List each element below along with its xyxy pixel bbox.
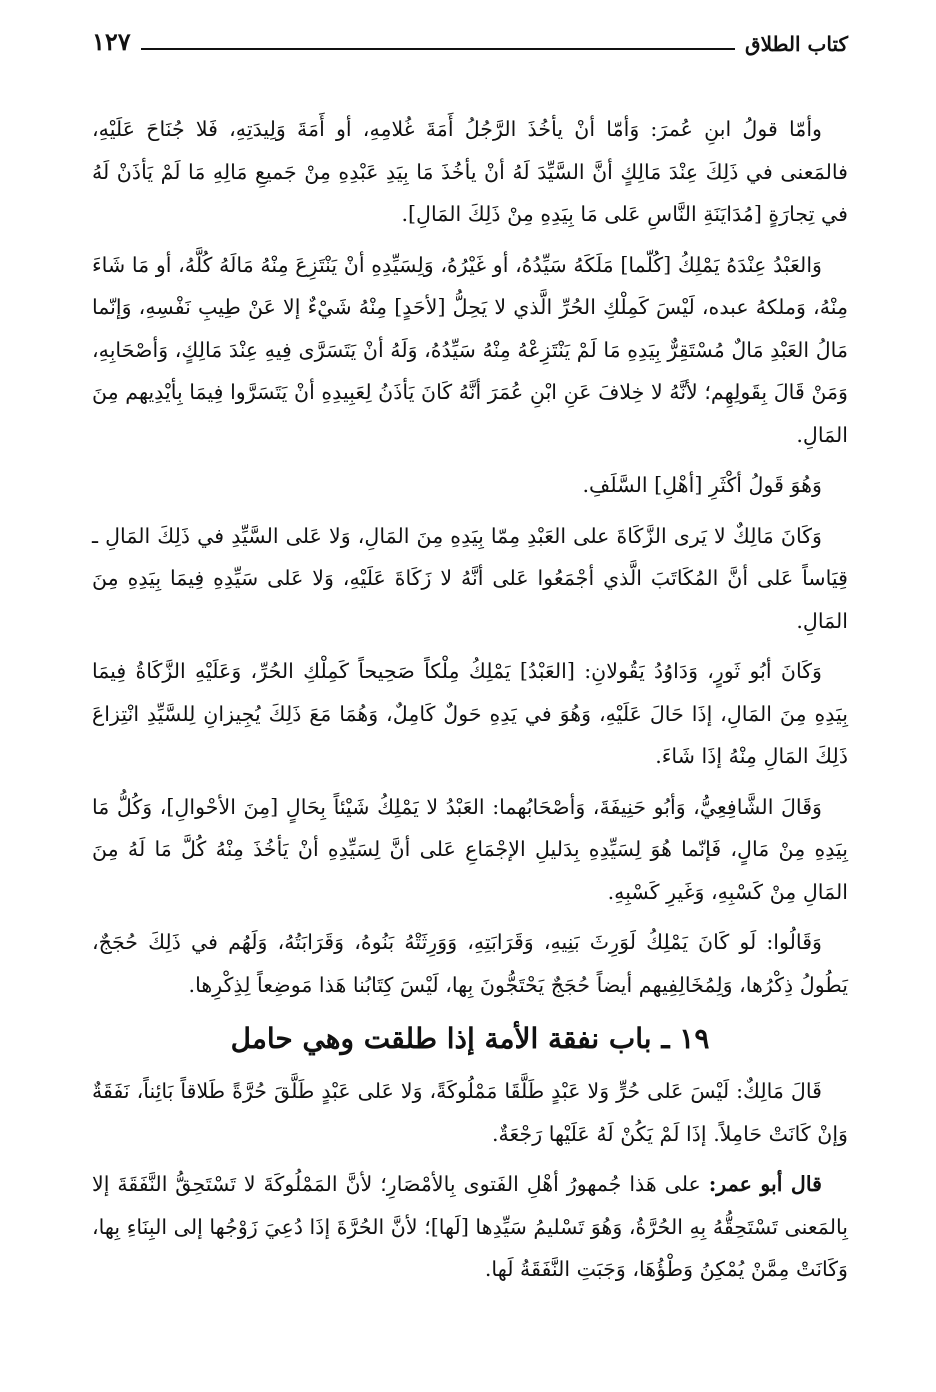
paragraph: وأمّا قولُ ابنِ عُمرَ: وَأمّا أنْ يأخُذَ الرَّجُلُ أَمَةَ غُلامِهِ، أو أَمَةَ وَلِيدَتِهِ، فَلا جُنَاحَ عَلَيْهِ، فالمَعنى في ذَلِكَ عِنْدَ مَالِكٍ أنَّ السَّيِّدَ لَهُ أنْ يأخُذَ مَا بِيَدِ عَبْدِهِ مِنْ جَميعِ مَالِهِ مَا لَمْ يَأذَنْ لَهُ في تِجارَةٍ [مُدَايَنَةِ النَّاسِ عَلى مَا بِيَدِهِ مِنْ ذَلِكَ المَالِ].: [92, 117, 848, 226]
chapter-paragraph: [92, 1163, 848, 1291]
paragraph: وَقَالَ الشَّافِعِيُّ، وَأبُو حَنِيفَةَ، وَأصْحَابُهما: العَبْدُ لا يَمْلِكُ شَيْئاً بِحَالٍ [مِنَ الأحْوالِ]، وَكُلُّ مَا بِيَدِهِ مِنْ مَالٍ، فَإنّما هُوَ لِسَيِّدِهِ بِدَليلِ الإجْمَاعِ عَلى أنَّ لِسَيِّدِهِ أنْ يَأخُذَ مِنْهُ كُلَّ مَا لَهُ مِنَ المَالِ مِنْ كَسْبِهِ، وَغَيرِ كَسْبِهِ.: [92, 794, 848, 904]
paragraph-text: قَالَ مَالِكٌ: لَيْسَ عَلى حُرٍّ وَلا عَبْدٍ طَلَّقَا مَمْلُوكَةً، وَلا عَلى عَبْدٍ طَلَّقَ حُرَّةً طَلاقاً بَائِناً، نَفَقَةٌ وَإنْ كَانَتْ حَامِلاً. إذَا لَمْ يَكُنْ لَهُ عَلَيْها رَجْعَةٌ.: [92, 1079, 848, 1146]
header-rule: [141, 48, 735, 50]
page-body: [92, 108, 848, 1291]
paragraph: وَهُوَ قَولُ أكْثَرِ [أهْلِ] السَّلَفِ.: [582, 473, 822, 497]
paragraph: وَكَانَ أبُو ثَورٍ، وَدَاوُدُ يَقُولانِ: [العَبْدُ] يَمْلِكُ مِلْكاً صَحِيحاً كَمِلْكِ الحُرِّ، وَعَلَيْهِ الزَّكَاةُ فِيمَا بِيَدِهِ مِنَ المَالِ، إذَا حَالَ عَلَيْهِ، وَهُوَ في يَدِهِ حَولٌ كَامِلٌ، وَهُمَا مَعَ ذَلِكَ يُجِيزانِ لِلسَّيِّدِ انْتِزاعَ ذَلِكَ المَالِ مِنْهُ إذَا شَاءَ.: [92, 659, 848, 768]
paragraph: وَالعَبْدُ عِنْدَهُ يَمْلِكُ [كُلّما] مَلَكَهُ سَيِّدُهُ، أو غَيْرُهُ، وَلِسَيِّدِهِ أنْ يَنْتَزِعَ مِنْهُ مَالَهُ كُلَّهُ، أو مَا شَاءَ مِنْهُ، وَملكهُ عبده، لَيْسَ كَمِلْكِ الحُرِّ الَّذي لا يَحِلُّ [لأحَدٍ] مِنْهُ شَيْءٌ إلا عَنْ طِيبِ نَفْسِهِ، وَإنّما مَالُ العَبْدِ مَالٌ مُسْتَقِرٌّ بِيَدِهِ مَا لَمْ يَنْتَزِعْهُ مِنْهُ سَيِّدُهُ، وَلَهُ أنْ يَتَسَرَّى فِيهِ عِنْدَ مَالِكٍ، وَأصْحَابِهِ، وَمَنْ قَالَ بِقَولِهِم؛ لأنَّهُ لا خِلافَ عَنِ ابْنِ عُمَرَ أنَّهُ كَانَ يَأذَنُ لِعَبِيدِهِ أنْ يَتَسَرَّوا فِيمَا بِأيْدِيهم مِنَ المَالِ.: [92, 252, 848, 447]
paragraph: وَقَالُوا: لَو كَانَ يَمْلِكُ لَوَرِثَ بَنِيهِ، وَقَرَابَتِهِ، وَوَرِثَتْهُ بَنُوهُ، وَقَرَابَتُهُ، وَلَهُم في ذَلِكَ حُجَجٌ، يَطُولُ ذِكْرُها، وَلِمُخَالِفِيهم أيضاً حُجَجٌ يَحْتَجُّونَ بِها، لَيْسَ كِتَابُنا هَذا مَوضِعاً لِذِكْرِها.: [92, 930, 848, 997]
running-head: [92, 20, 848, 56]
chapter-paragraph: [92, 1070, 848, 1155]
page-number: ١٢٧: [92, 27, 131, 56]
chapter-heading: ١٩ ـ باب نفقة الأمة إذا طلقت وهي حامل: [230, 1022, 710, 1055]
book-title: كتاب الطلاق: [745, 32, 848, 56]
paragraph: وَكَانَ مَالِكٌ لا يَرى الزَّكَاةَ على العَبْدِ مِمّا بِيَدِهِ مِنَ المَالِ، وَلا عَلى السَّيِّدِ في ذَلِكَ المَالِ ـ قِيَاساً عَلى أنَّ المُكَاتَبَ الَّذي أجْمَعُوا عَلى أنَّهُ لا زَكَاةَ عَلَيْهِ، وَلا عَلى سَيِّدِهِ فِيمَا بِيَدِهِ مِنَ المَالِ.: [92, 523, 848, 633]
paragraph-lead: قال أبو عمر:: [708, 1172, 822, 1196]
paragraph-text: على هَذا جُمهورُ أهْلِ الفَتوى بِالأمْصَارِ؛ لأنَّ المَمْلُوكَةَ لا تَسْتَحِقُّ النَّفَقَةَ إلا بِالمَعنى تَسْتَحِقُّهُ بِهِ الحُرَّةُ، وَهُوَ تَسْليمُ سَيِّدِها [لَها]؛ لأنَّ الحُرَّةَ إذَا دُعِيَ زَوْجُها إلى البِنَاءِ بِها، وَكَانَتْ مِمَّنْ يُمْكِنُ وَطْؤُهَا، وَجَبَتِ النَّفَقَةُ لَها.: [92, 1172, 848, 1281]
